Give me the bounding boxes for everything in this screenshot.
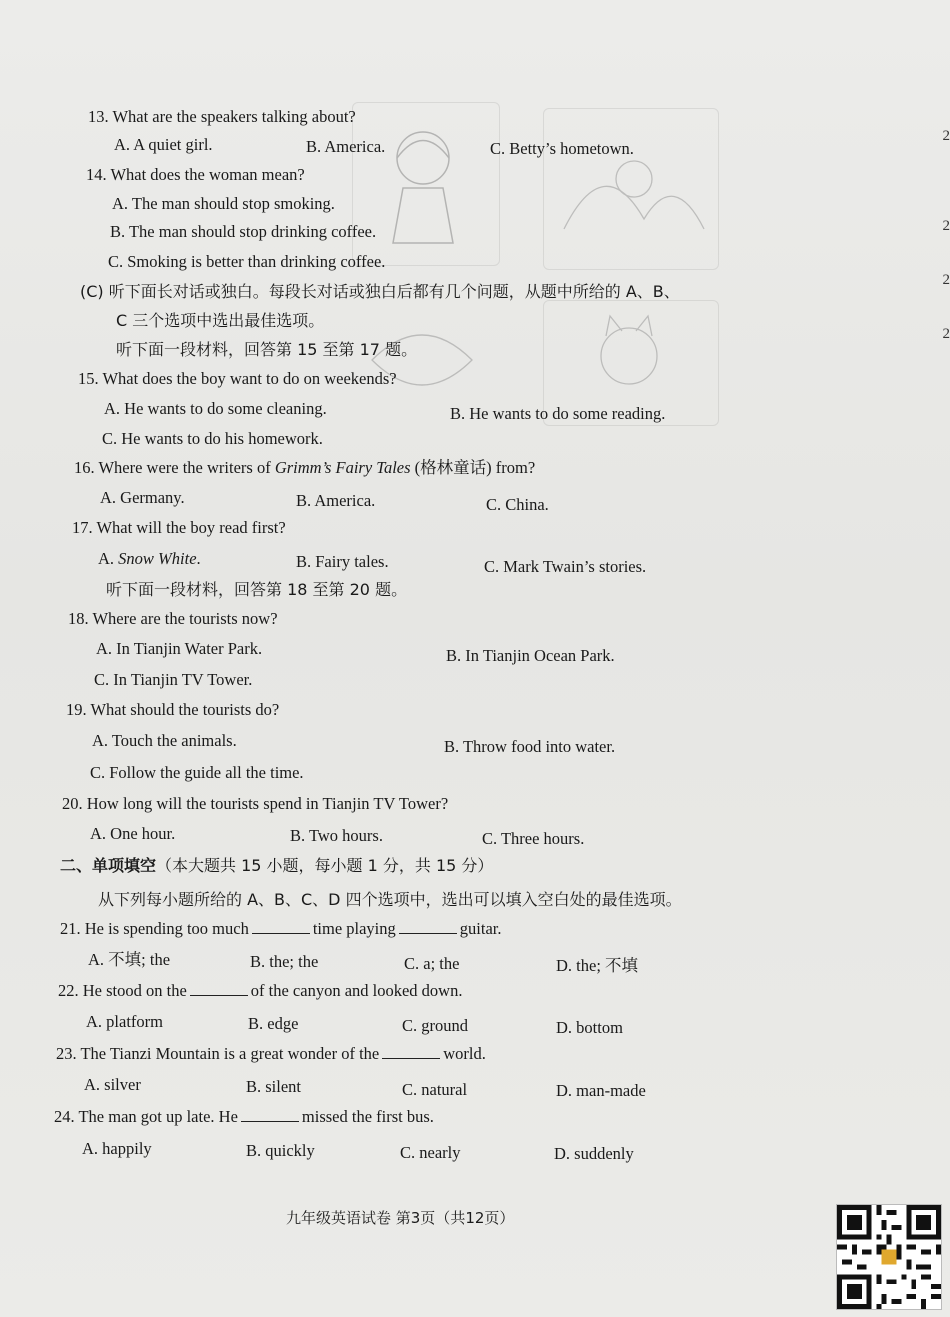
part-c-instruction-2: C 三个选项中选出最佳选项。 bbox=[116, 311, 325, 330]
q20-stem: 20. How long will the tourists spend in Tianjin TV Tower? bbox=[62, 794, 449, 813]
q24-stem-part2: missed the first bus. bbox=[301, 1107, 434, 1126]
q22-option-c: C. ground bbox=[402, 1016, 468, 1035]
q21-stem-part3: guitar. bbox=[459, 919, 502, 938]
q16-stem-pre: 16. Where were the writers of bbox=[74, 458, 275, 477]
part-c-instruction-1: (C) 听下面长对话或独白。每段长对话或独白后都有几个问题，从题中所给的 A、B、 bbox=[80, 282, 680, 301]
qr-code-icon bbox=[837, 1205, 941, 1309]
intro-18-20: 听下面一段材料，回答第 18 至第 20 题。 bbox=[106, 580, 408, 599]
q19-option-c: C. Follow the guide all the time. bbox=[90, 763, 304, 782]
q18-option-a: A. In Tianjin Water Park. bbox=[96, 639, 263, 658]
q24-option-d: D. suddenly bbox=[554, 1144, 634, 1163]
q24-blank bbox=[241, 1107, 299, 1122]
section-2-title: 二、单项填空 bbox=[60, 856, 157, 875]
q16-option-a: A. Germany. bbox=[100, 488, 185, 507]
q14-option-c: C. Smoking is better than drinking coffee. bbox=[108, 252, 386, 271]
q21-option-d: D. the; 不填 bbox=[556, 956, 639, 975]
q17-option-b: B. Fairy tales. bbox=[296, 552, 389, 571]
q21-blank-2 bbox=[399, 919, 457, 934]
edge-mark-2: 2 bbox=[942, 218, 950, 234]
q19-option-b: B. Throw food into water. bbox=[444, 737, 616, 756]
q21-blank-1 bbox=[252, 919, 310, 934]
q13-option-b: B. America. bbox=[306, 137, 386, 156]
q17-option-a-post: . bbox=[196, 549, 201, 568]
section-2-note: （本大题共 15 小题，每小题 1 分，共 15 分） bbox=[156, 856, 494, 875]
part-c-intro-15-17: 听下面一段材料，回答第 15 至第 17 题。 bbox=[116, 340, 418, 359]
landscape-sketch-icon bbox=[544, 109, 718, 269]
q21-option-a: A. 不填; the bbox=[88, 950, 171, 969]
q21-stem-part1: 21. He is spending too much bbox=[60, 919, 249, 938]
q22-option-b: B. edge bbox=[248, 1014, 299, 1033]
q23-option-d: D. man-made bbox=[556, 1081, 646, 1100]
q16-book-title: Grimm’s Fairy Tales bbox=[274, 458, 411, 477]
illustration-hometown bbox=[543, 108, 719, 270]
edge-mark-1: 2 bbox=[942, 128, 950, 144]
q13-option-a: A. A quiet girl. bbox=[114, 135, 213, 154]
q14-stem: 14. What does the woman mean? bbox=[86, 165, 305, 184]
q24-option-c: C. nearly bbox=[400, 1143, 461, 1162]
edge-mark-4: 2 bbox=[942, 326, 950, 342]
q18-stem: 18. Where are the tourists now? bbox=[68, 609, 278, 628]
q20-option-a: A. One hour. bbox=[90, 824, 176, 843]
q18-option-b: B. In Tianjin Ocean Park. bbox=[446, 646, 615, 665]
q20-option-c: C. Three hours. bbox=[482, 829, 585, 848]
q22-stem-part1: 22. He stood on the bbox=[58, 981, 187, 1000]
qr-code bbox=[836, 1204, 942, 1310]
q19-option-a: A. Touch the animals. bbox=[92, 731, 237, 750]
q24-option-b: B. quickly bbox=[246, 1141, 315, 1160]
q23-option-a: A. silver bbox=[84, 1075, 141, 1094]
q17-option-a bbox=[98, 548, 201, 570]
q15-stem: 15. What does the boy want to do on weekends? bbox=[78, 369, 397, 388]
q24-option-a: A. happily bbox=[82, 1139, 152, 1158]
q22-option-a: A. platform bbox=[86, 1012, 163, 1031]
q20-option-b: B. Two hours. bbox=[290, 826, 383, 845]
q14-option-a: A. The man should stop smoking. bbox=[112, 194, 335, 213]
q19-stem: 19. What should the tourists do? bbox=[66, 700, 280, 719]
section-2-instruction: 从下列每小题所给的 A、B、C、D 四个选项中，选出可以填入空白处的最佳选项。 bbox=[98, 890, 682, 909]
q23-stem bbox=[56, 1043, 486, 1065]
edge-mark-3: 2 bbox=[942, 272, 950, 288]
q15-option-a: A. He wants to do some cleaning. bbox=[104, 399, 327, 418]
q18-option-c: C. In Tianjin TV Tower. bbox=[94, 670, 253, 689]
q16-stem bbox=[74, 457, 535, 479]
q22-stem-part2: of the canyon and looked down. bbox=[250, 981, 463, 1000]
q23-blank bbox=[382, 1044, 440, 1059]
q14-option-b: B. The man should stop drinking coffee. bbox=[110, 222, 377, 241]
q16-option-c: C. China. bbox=[486, 495, 549, 514]
q23-option-c: C. natural bbox=[402, 1080, 468, 1099]
q17-stem: 17. What will the boy read first? bbox=[72, 518, 286, 537]
q22-stem bbox=[58, 980, 462, 1002]
q21-option-c: C. a; the bbox=[404, 954, 460, 973]
q13-stem: 13. What are the speakers talking about? bbox=[88, 107, 356, 126]
q23-option-b: B. silent bbox=[246, 1077, 302, 1096]
q22-option-d: D. bottom bbox=[556, 1018, 623, 1037]
page-footer: 九年级英语试卷 第3页（共12页） bbox=[286, 1209, 515, 1227]
q24-stem bbox=[54, 1106, 434, 1128]
q15-option-c: C. He wants to do his homework. bbox=[102, 429, 323, 448]
q16-option-b: B. America. bbox=[296, 491, 376, 510]
q17-option-a-pre: A. bbox=[98, 549, 119, 568]
q17-option-c: C. Mark Twain’s stories. bbox=[484, 557, 647, 576]
q23-stem-part2: world. bbox=[443, 1044, 486, 1063]
q15-option-b: B. He wants to do some reading. bbox=[450, 404, 666, 423]
section-2-heading bbox=[60, 855, 493, 877]
q24-stem-part1: 24. The man got up late. He bbox=[54, 1107, 238, 1126]
q23-stem-part1: 23. The Tianzi Mountain is a great wonder of the bbox=[56, 1044, 380, 1063]
q21-option-b: B. the; the bbox=[250, 952, 319, 971]
q16-stem-post: (格林童话) from? bbox=[410, 458, 536, 477]
q22-blank bbox=[190, 981, 248, 996]
q21-stem bbox=[60, 918, 501, 940]
q21-stem-part2: time playing bbox=[312, 919, 396, 938]
q17-option-a-title: Snow White bbox=[118, 549, 197, 568]
q13-option-c: C. Betty’s hometown. bbox=[490, 139, 634, 158]
